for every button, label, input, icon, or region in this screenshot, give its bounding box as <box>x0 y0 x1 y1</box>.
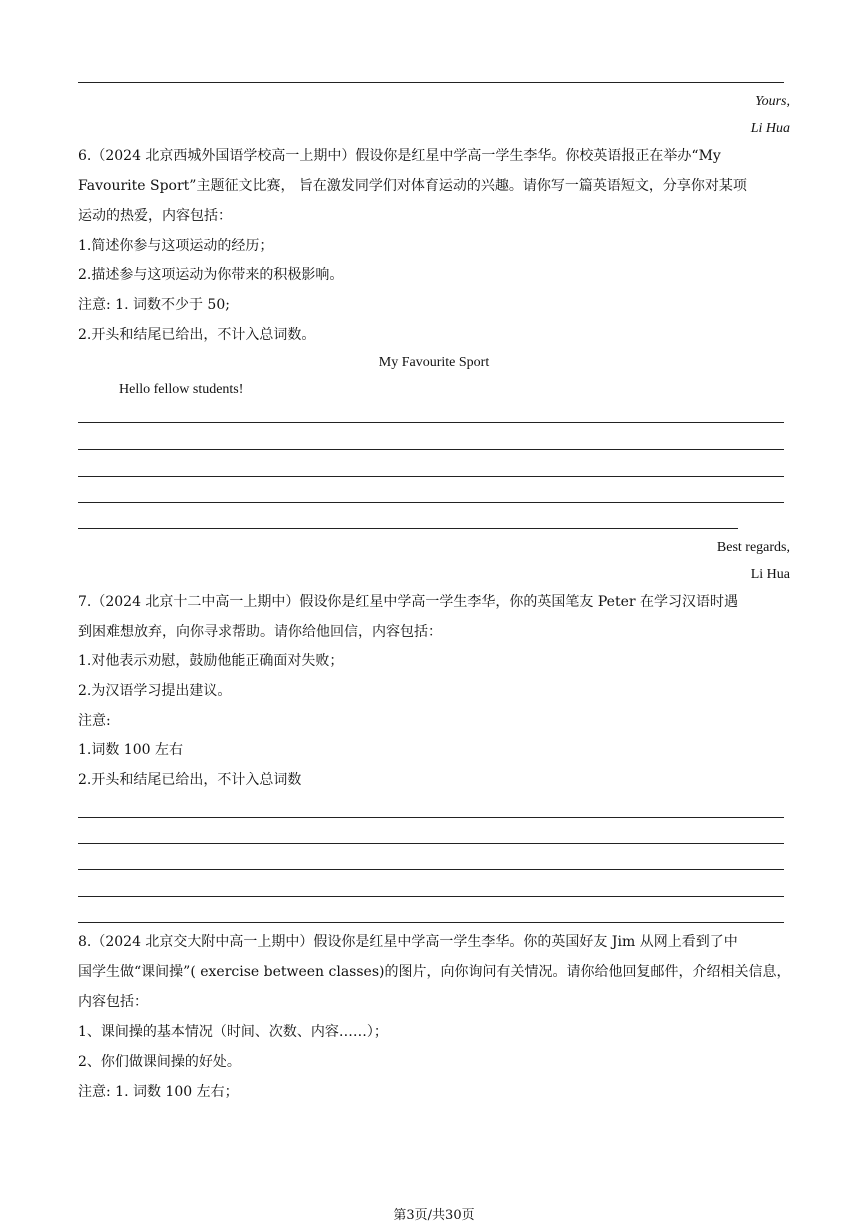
writing-line <box>78 422 784 423</box>
q8-item-2: 2、你们做课间操的好处。 <box>78 1054 241 1070</box>
writing-line <box>78 817 784 818</box>
writing-line <box>78 869 784 870</box>
q6-essay-title: My Favourite Sport <box>378 355 490 370</box>
q6-note-1: 注意: 1. 词数不少于 50; <box>78 297 230 313</box>
q7-note-label: 注意: <box>78 713 111 729</box>
q8-note-1: 注意: 1. 词数 100 左右； <box>78 1084 239 1100</box>
writing-line <box>78 502 784 503</box>
writing-line <box>78 896 784 897</box>
q6-essay-opening: Hello fellow students! <box>119 382 244 397</box>
q7-item-1: 1.对他表示劝慰，鼓励他能正确面对失败； <box>78 653 344 669</box>
writing-line <box>78 82 784 83</box>
q7-prompt-line-2: 到困难想放弃，向你寻求帮助。请你给他回信，内容包括： <box>78 624 442 640</box>
q6-item-2: 2.描述参与这项运动为你带来的积极影响。 <box>78 267 344 283</box>
writing-line <box>78 922 784 923</box>
q7-prompt-line-1: 7.（2024 北京十二中高一上期中）假设你是红星中学高一学生李华，你的英国笔友 Peter 在学习汉语时遇 <box>78 594 739 610</box>
writing-line <box>78 449 784 450</box>
q8-prompt-line-1: 8.（2024 北京交大附中高一上期中）假设你是红星中学高一学生李华。你的英国好友 Jim 从网上看到了中 <box>78 934 738 950</box>
letter-closing: Yours, <box>755 94 790 109</box>
q6-essay-signature: Li Hua <box>750 567 790 582</box>
q6-prompt-line-3: 运动的热爱，内容包括： <box>78 208 232 224</box>
writing-line <box>78 528 738 529</box>
page-number: 第3页/共30页 <box>393 1208 475 1223</box>
q8-item-1: 1、课间操的基本情况（时间、次数、内容……）； <box>78 1024 388 1040</box>
q6-note-2: 2.开头和结尾已给出，不计入总词数。 <box>78 327 316 343</box>
q7-note-2: 2.开头和结尾已给出，不计入总词数 <box>78 772 302 788</box>
writing-line <box>78 476 784 477</box>
writing-line <box>78 843 784 844</box>
q7-item-2: 2.为汉语学习提出建议。 <box>78 683 232 699</box>
q6-prompt-line-2: Favourite Sport”主题征文比赛， 旨在激发同学们对体育运动的兴趣。请你写一篇英语短文，分享你对某项 <box>78 178 747 194</box>
q6-essay-closing: Best regards, <box>716 540 790 555</box>
q8-prompt-line-2: 国学生做“课间操”( exercise between classes)的图片，向你询问有关情况。请你给他回复邮件，介绍相关信息， <box>78 964 791 980</box>
q6-prompt-line-1: 6.（2024 北京西城外国语学校高一上期中）假设你是红星中学高一学生李华。你校英语报正在举办“My <box>78 148 721 164</box>
q8-prompt-line-3: 内容包括： <box>78 994 148 1010</box>
letter-signature: Li Hua <box>750 121 790 136</box>
q7-note-1: 1.词数 100 左右 <box>78 742 183 758</box>
q6-item-1: 1.简述你参与这项运动的经历； <box>78 238 274 254</box>
